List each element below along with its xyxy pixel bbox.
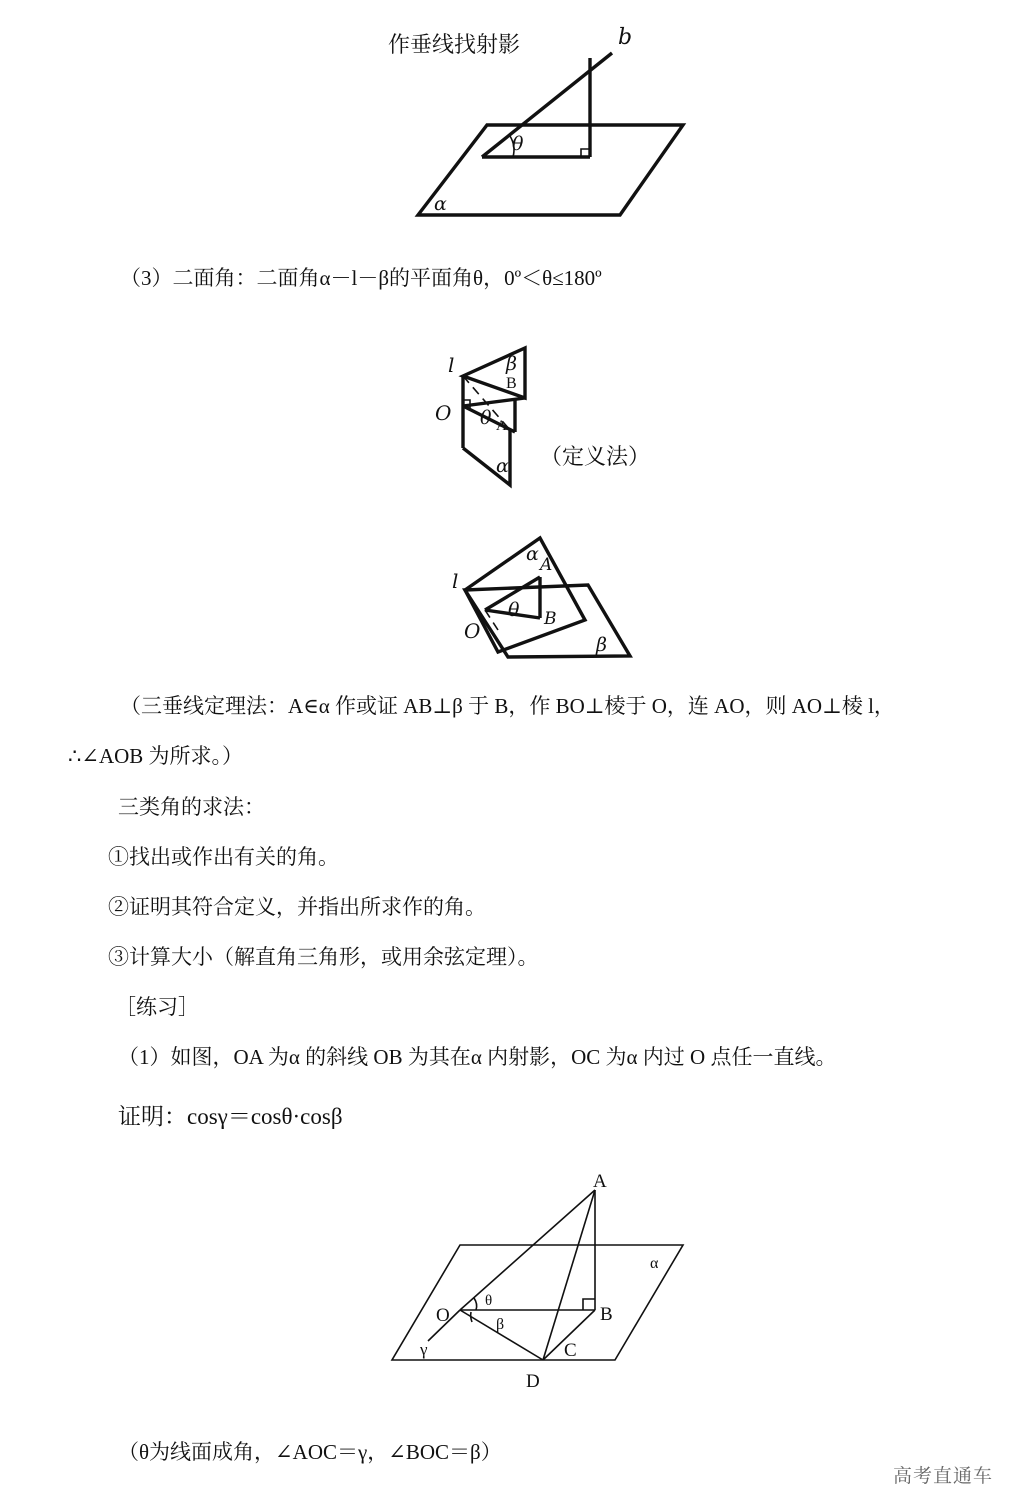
label-l: l [452, 569, 459, 593]
label-C: C [564, 1340, 577, 1361]
label-A: A [593, 1171, 607, 1192]
label-theta: θ [485, 1293, 493, 1309]
label-A: A [496, 418, 507, 434]
label-theta: θ [512, 133, 524, 155]
label-O: O [435, 401, 452, 425]
label-gamma: γ [420, 1340, 428, 1359]
methods-title: 三类角的求法： [118, 795, 265, 819]
watermark: 高考直通车 [892, 1465, 993, 1487]
label-B: B [544, 609, 557, 629]
proof-statement: 证明：cosγ＝cosθ·cosβ [118, 1104, 343, 1129]
label-B: B [506, 375, 517, 392]
label-beta: β [506, 353, 517, 375]
figure2-diagram [430, 340, 560, 500]
label-theta: θ [508, 599, 520, 621]
label-alpha: α [496, 455, 509, 477]
step-1: ①找出或作出有关的角。 [108, 845, 339, 869]
theorem-line1: （三垂线定理法：A∈α 作或证 AB⊥β 于 B，作 BO⊥棱于 O，连 AO，则 AO⊥棱 l， [120, 694, 895, 718]
practice-heading: ［练习］ [115, 995, 199, 1019]
figure4-diagram [380, 1165, 700, 1395]
label-beta: β [596, 634, 607, 656]
problem-1: （1）如图，OA 为α 的斜线 OB 为其在α 内射影，OC 为α 内过 O 点任一直线。 [118, 1045, 837, 1069]
label-alpha: α [650, 1255, 659, 1272]
label-l: l [448, 353, 455, 377]
label-beta: β [496, 1316, 505, 1333]
figure1-diagram [400, 20, 700, 230]
step-3: ③计算大小（解直角三角形，或用余弦定理）。 [108, 945, 539, 969]
label-alpha: α [434, 193, 447, 215]
label-A: A [540, 555, 553, 575]
step-2: ②证明其符合定义，并指出所求作的角。 [108, 895, 486, 919]
label-B: B [600, 1304, 613, 1325]
label-O: O [464, 619, 481, 643]
section3-line: （3）二面角：二面角α－l－β的平面角θ，0º＜θ≤180º [120, 266, 602, 290]
figure2-caption: （定义法） [540, 445, 651, 470]
label-O: O [436, 1305, 450, 1326]
theorem-line2: ∴∠AOB 为所求。） [68, 744, 244, 768]
label-b: b [618, 25, 633, 50]
figure3-diagram [440, 530, 640, 670]
figure1-caption: 作垂线找射影 [388, 33, 521, 58]
label-theta: θ [480, 407, 492, 429]
note-line: （θ为线面成角，∠AOC＝γ，∠BOC＝β） [118, 1440, 502, 1464]
label-D: D [526, 1371, 540, 1392]
label-alpha: α [526, 543, 539, 565]
